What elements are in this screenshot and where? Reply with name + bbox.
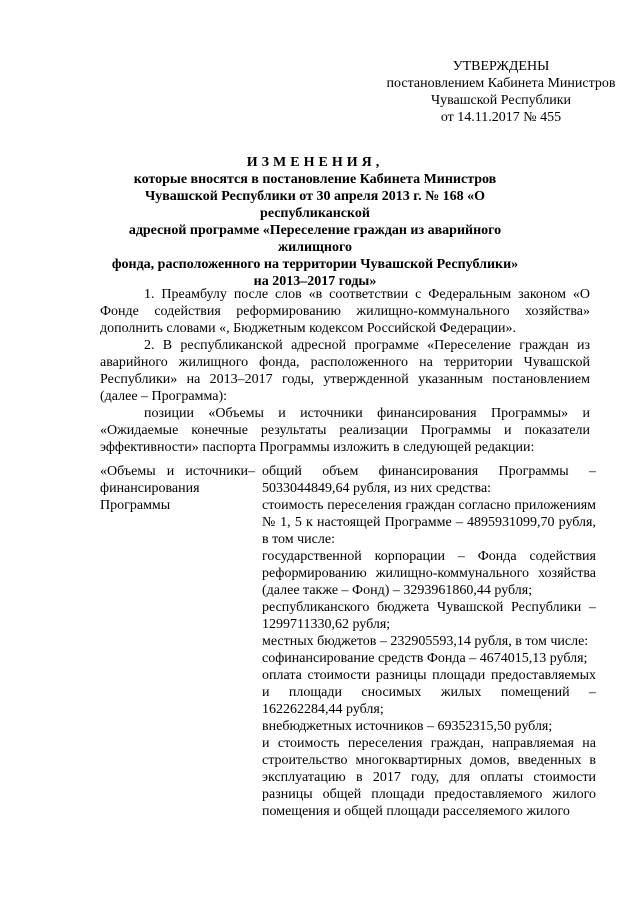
value-line: местных бюджетов – 232905593,14 рубля, в том числе: bbox=[262, 634, 589, 649]
passport-table bbox=[100, 463, 596, 820]
table-row-label: «Объемы и источники финансирования Программы bbox=[100, 464, 248, 513]
title-line: адресной программе «Переселение граждан из аварийного жилищного bbox=[128, 223, 502, 255]
title-line: которые вносятся в постановление Кабинета Министров bbox=[133, 172, 497, 187]
approval-heading: УТВЕРЖДЕНЫ bbox=[452, 59, 550, 74]
value-line: оплата стоимости разницы площади предоставляемых и площади сносимых жилых помещений – 162262284,44 рубля; bbox=[262, 668, 596, 717]
value-line: внебюджетных источников – 69352315,50 рубля; bbox=[262, 719, 553, 734]
title-line: Чувашской Республики от 30 апреля 2013 г. № 168 «О республиканской bbox=[144, 189, 486, 221]
value-line: и стоимость переселения граждан, направляемая на строительство многоквартирных домов, введенных в эксплуатацию в 2017 году, для оплаты стоимости разницы общей площади предоставляемого жилого помещения и общей площади расселяемого жилого bbox=[262, 736, 596, 819]
paragraph-2: 2. В республиканской адресной программе «Переселение граждан из аварийного жилищного фонда, расположенного на территории Чувашской Республики» на 2013–2017 годы, утвержденной указанным постановлением (далее – Программа): bbox=[100, 338, 590, 404]
value-line: государственной корпорации – Фонда содействия реформированию жилищно-коммунального хозяйства (далее также – Фонд) – 3293961860,44 рубля; bbox=[262, 549, 596, 598]
approval-line-2: Чувашской Республики bbox=[430, 93, 572, 108]
document-body bbox=[100, 286, 590, 456]
title-main: ИЗМЕНЕНИЯ, bbox=[246, 155, 384, 170]
document-title bbox=[100, 154, 530, 290]
table-row bbox=[100, 463, 596, 820]
paragraph-1: 1. Преамбулу после слов «в соответствии с Федеральным законом «О Фонде содействия реформированию жилищно-коммунального хозяйства» дополнить словами «, Бюджетным кодексом Российской Федерации». bbox=[100, 287, 590, 336]
table-row-value bbox=[262, 463, 596, 820]
approval-line-1: постановлением Кабинета Министров bbox=[386, 76, 616, 91]
paragraph-3: позиции «Объемы и источники финансирования Программы» и «Ожидаемые конечные результаты реализации Программы и показатели эффективности» паспорта Программы изложить в следующей редакции: bbox=[100, 406, 590, 455]
approval-date-number: от 14.11.2017 № 455 bbox=[440, 110, 562, 125]
title-line: фонда, расположенного на территории Чувашской Республики» bbox=[111, 257, 519, 272]
value-line: стоимость переселения граждан согласно приложениям № 1, 5 к настоящей Программе – 4895931099,70 рубля, в том числе: bbox=[262, 498, 596, 547]
value-line: софинансирование средств Фонда – 4674015,13 рубля; bbox=[262, 651, 588, 666]
approval-stamp bbox=[386, 58, 616, 126]
value-line: общий объем финансирования Программы – 5033044849,64 рубля, из них средства: bbox=[262, 464, 596, 496]
value-line: республиканского бюджета Чувашской Республики – 1299711330,62 рубля; bbox=[262, 600, 596, 632]
table-row-dash: – bbox=[248, 464, 255, 479]
title-line: на 2013–2017 годы» bbox=[253, 274, 377, 289]
